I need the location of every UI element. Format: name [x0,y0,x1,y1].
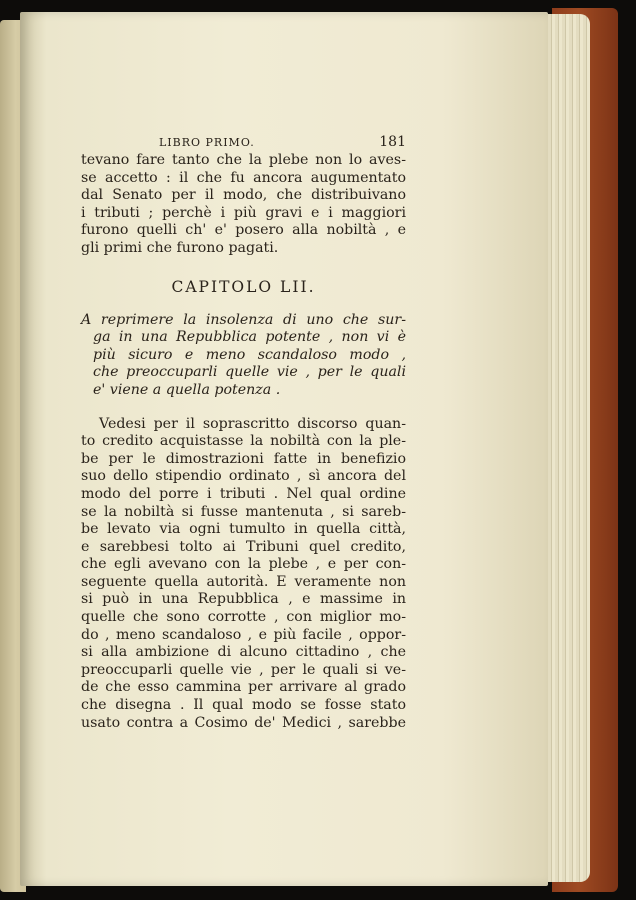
body-paragraph [81,416,406,733]
text-line: de che esso cammina per arrivare al grado [81,679,406,696]
text-line: i tributi ; perchè i più gravi e i maggiori [81,204,406,221]
text-line: quelle che sono corrotte , con miglior mo- [81,609,406,626]
text-line: Vedesi per il soprascritto discorso quan- [99,415,406,432]
text-line: preoccuparli quelle vie , per le quali si ve- [81,661,406,678]
text-line: si alla ambizione di alcuno cittadino , che [81,644,406,661]
running-head [81,134,406,152]
text-line: gli primi che furono pagati. [81,239,279,256]
book-page [20,12,548,886]
page-number: 181 [379,134,406,150]
text-line: be per le dimostrazioni fatte in benefizio [81,450,406,467]
text-line: dal Senato per il modo, che distribuivano [81,187,406,204]
chapter-title: CAPITOLO LII. [171,277,316,296]
chapter-summary [81,312,406,400]
text-line: si può in una Repubblica , e massime in [81,591,406,608]
text-line: suo dello stipendio ordinato , sì ancora del [81,468,406,485]
text-block [81,134,406,732]
continuation-paragraph [81,152,406,258]
text-line: modo del porre i tributi . Nel qual ordine [81,485,406,502]
text-line: seguente quella autorità. E veramente non [81,573,406,590]
text-line: to credito acquistasse la nobiltà con la ple- [81,433,406,450]
text-line: che disegna . Il qual modo se fosse stato [81,697,406,714]
text-line: che egli avevano con la plebe , e per con- [81,556,406,573]
text-line: tevano fare tanto che la plebe non lo aves- [81,152,406,168]
text-line: e sarebbesi tolto ai Tribuni quel credito, [81,538,406,555]
running-head-title: LIBRO PRIMO. [159,136,255,149]
text-line: se la nobiltà si fusse mantenuta , si sareb- [81,503,406,520]
summary-line: ga in una Repubblica potente , non vi è [93,329,406,346]
text-line: usato contra a Cosimo de' Medici , sarebbe [81,714,406,731]
text-line: be levato via ogni tumulto in quella città, [81,521,406,538]
text-line: furono quelli ch' e' posero alla nobiltà , e [81,222,406,239]
summary-line: e' viene a quella potenza . [93,381,281,398]
text-line: do , meno scandaloso , e più facile , oppor- [81,626,406,643]
summary-line: che preoccuparli quelle vie , per le quali [93,364,406,381]
summary-line: A reprimere la insolenza di uno che sur- [81,311,406,328]
text-line: se accetto : il che fu ancora augumentato [81,169,406,186]
summary-line: più sicuro e meno scandaloso modo , [93,346,406,363]
